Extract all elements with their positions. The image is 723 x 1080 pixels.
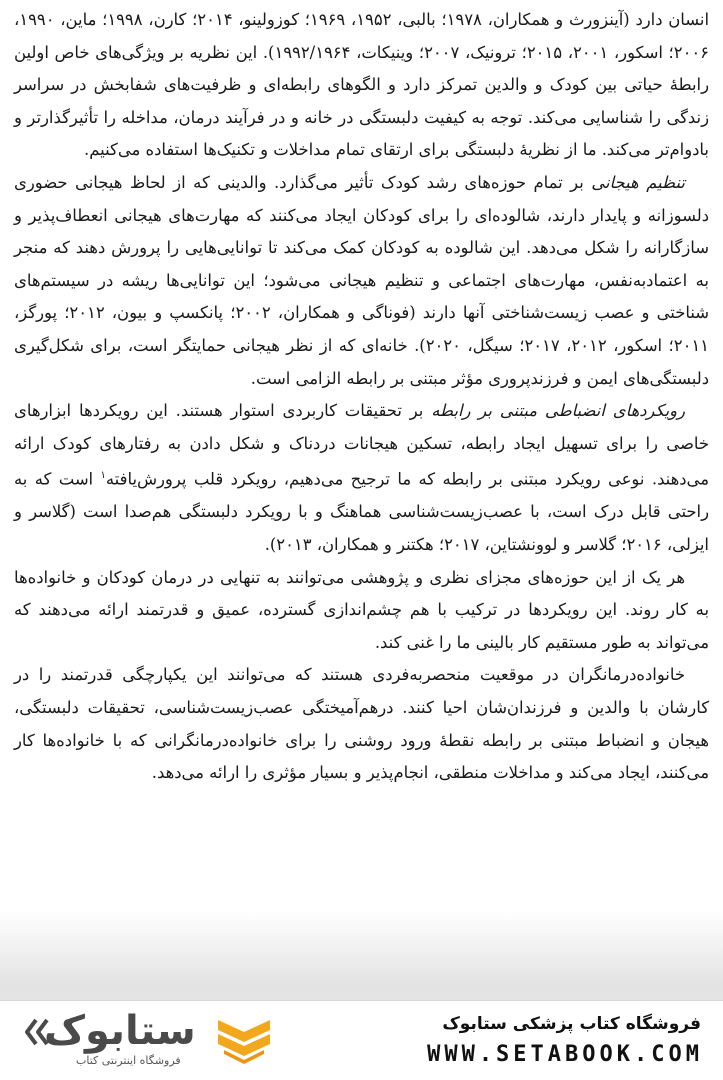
publisher-footer — [0, 1000, 723, 1080]
paragraph-integration — [14, 562, 709, 660]
paragraph-text: بر تحقیقات کاربردی استوار هستند. این رویکردها ابزارهای خاصی را برای تسهیل ایجاد رابطه، تسکین هیجانات دردناک و شکل دادن به رفتارهای کودک ارائه می‌دهند. نوعی رویکرد مبتنی بر رابطه که ما ترجیح می‌دهیم، رویکرد قلب پرورش‌یافته — [14, 401, 709, 489]
paragraph-attachment — [14, 4, 709, 167]
store-name: فروشگاه کتاب پزشکی ستابوک — [442, 1014, 701, 1034]
paragraph-family-therapists — [14, 659, 709, 789]
paragraph-emotion-regulation — [14, 167, 709, 395]
page-bottom-shadow — [0, 910, 723, 1005]
logo-tagline: فروشگاه اینترنتی کتاب — [76, 1054, 181, 1067]
book-chevron-icon — [214, 1016, 274, 1064]
paragraph-text: خانواده‌درمانگران در موقعیت منحصربه‌فردی هستند که می‌توانند این یکپارچگی قدرتمند را در کارشان با والدین و فرزندان‌شان احیا کنند. درهم‌آمیختگی عصب‌زیست‌شناسی، تحقیقات دلبستگی، هیجان و انضباط مبتنی بر رابطه نقطهٔ ورود روشنی را برای خانواده‌درمانگرانی که با خانواده‌ها کار می‌کنند، ایجاد می‌کند و مداخلات منطقی، انجام‌پذیر و بسیار مؤثری را ارائه می‌دهد. — [14, 665, 709, 783]
paragraph-text: هر یک از این حوزه‌های مجزای نظری و پژوهشی می‌توانند به تنهایی در درمان کودکان و خانواده‌ها به کار روند. این رویکردها در ترکیب با هم چشم‌اندازی گسترده، عمیق و قدرتمند ارائه می‌دهند که می‌تواند به طور مستقیم کار بالینی ما را غنی کند. — [14, 567, 709, 652]
footnote-marker: ۱ — [100, 470, 106, 482]
page-body-text — [14, 4, 709, 790]
paragraph-lead-term: تنظیم هیجانی — [591, 172, 685, 192]
paragraph-text: بر تمام حوزه‌های رشد کودک تأثیر می‌گذارد. والدینی که از لحاظ هیجانی حضوری دلسوزانه و پایدار دارند، شالوده‌ای را برای کودکان ایجاد می‌کنند که مهارت‌های هیجانی انعطاف‌پذیر و سازگارانه را شکل می‌دهد. این شالوده به کودکان کمک می‌کند تا توانایی‌هایی را پرورش دهند که منجر به اعتمادبه‌نفس، مهارت‌های اجتماعی و تنظیم هیجانی می‌شود؛ این توانایی‌ها ریشه در سیستم‌های شناختی و عصب زیست‌شناختی آنها دارند (فوناگی و همکاران، ۲۰۰۲؛ پانکسپ و بیون، ۲۰۱۲؛ پورگز، ۲۰۱۱؛ اسکور، ۲۰۱۲، ۲۰۱۷؛ سیگل، ۲۰۲۰). خانه‌ای که از نظر هیجانی حمایتگر است، برای شکل‌گیری دلبستگی‌های ایمن و فرزندپروری مؤثر مبتنی بر رابطه الزامی است. — [14, 172, 709, 388]
footer-divider — [0, 1000, 723, 1001]
paragraph-text-continued: است که به راحتی قابل درک است، با عصب‌زیست‌شناسی هماهنگ و با رویکرد دلبستگی هم‌صدا است (گلاسر و ایزلی، ۲۰۱۶؛ گلاسر و لوونشتاین، ۲۰۱۷؛ هکتنر و همکاران، ۲۰۱۳). — [14, 469, 709, 554]
logo-wordmark: ستابوک — [44, 1008, 196, 1054]
setabook-logo — [24, 1008, 280, 1072]
paragraph-text: انسان دارد (آینزورث و همکاران، ۱۹۷۸؛ بالبی، ۱۹۵۲، ۱۹۶۹؛ کوزولینو، ۲۰۱۴؛ کارن، ۱۹۹۸؛ ماین، ۱۹۹۰، ۲۰۰۶؛ اسکور، ۲۰۰۱، ۲۰۱۵؛ ترونیک، ۲۰۰۷؛ وینیکات، ۱۹۹۲/۱۹۶۴). این نظریه بر ویژگی‌های خاص اولین رابطهٔ حیاتی بین کودک و والدین تمرکز دارد و الگوهای رابطه‌ای و ظرفیت‌های شفابخش در سراسر زندگی را شناسایی می‌کند. توجه به کیفیت دلبستگی در خانه و در فرآیند درمان، مداخله را تأثیرگذارتر و بادوام‌تر می‌کند. ما از نظریهٔ دلبستگی برای ارتقای تمام مداخلات و تکنیک‌ها استفاده می‌کنیم. — [14, 10, 710, 160]
store-url[interactable]: WWW.SETABOOK.COM — [427, 1042, 703, 1067]
paragraph-lead-term: رویکردهای انضباطی مبتنی بر رابطه — [431, 401, 685, 421]
paragraph-relational-discipline — [14, 395, 709, 561]
